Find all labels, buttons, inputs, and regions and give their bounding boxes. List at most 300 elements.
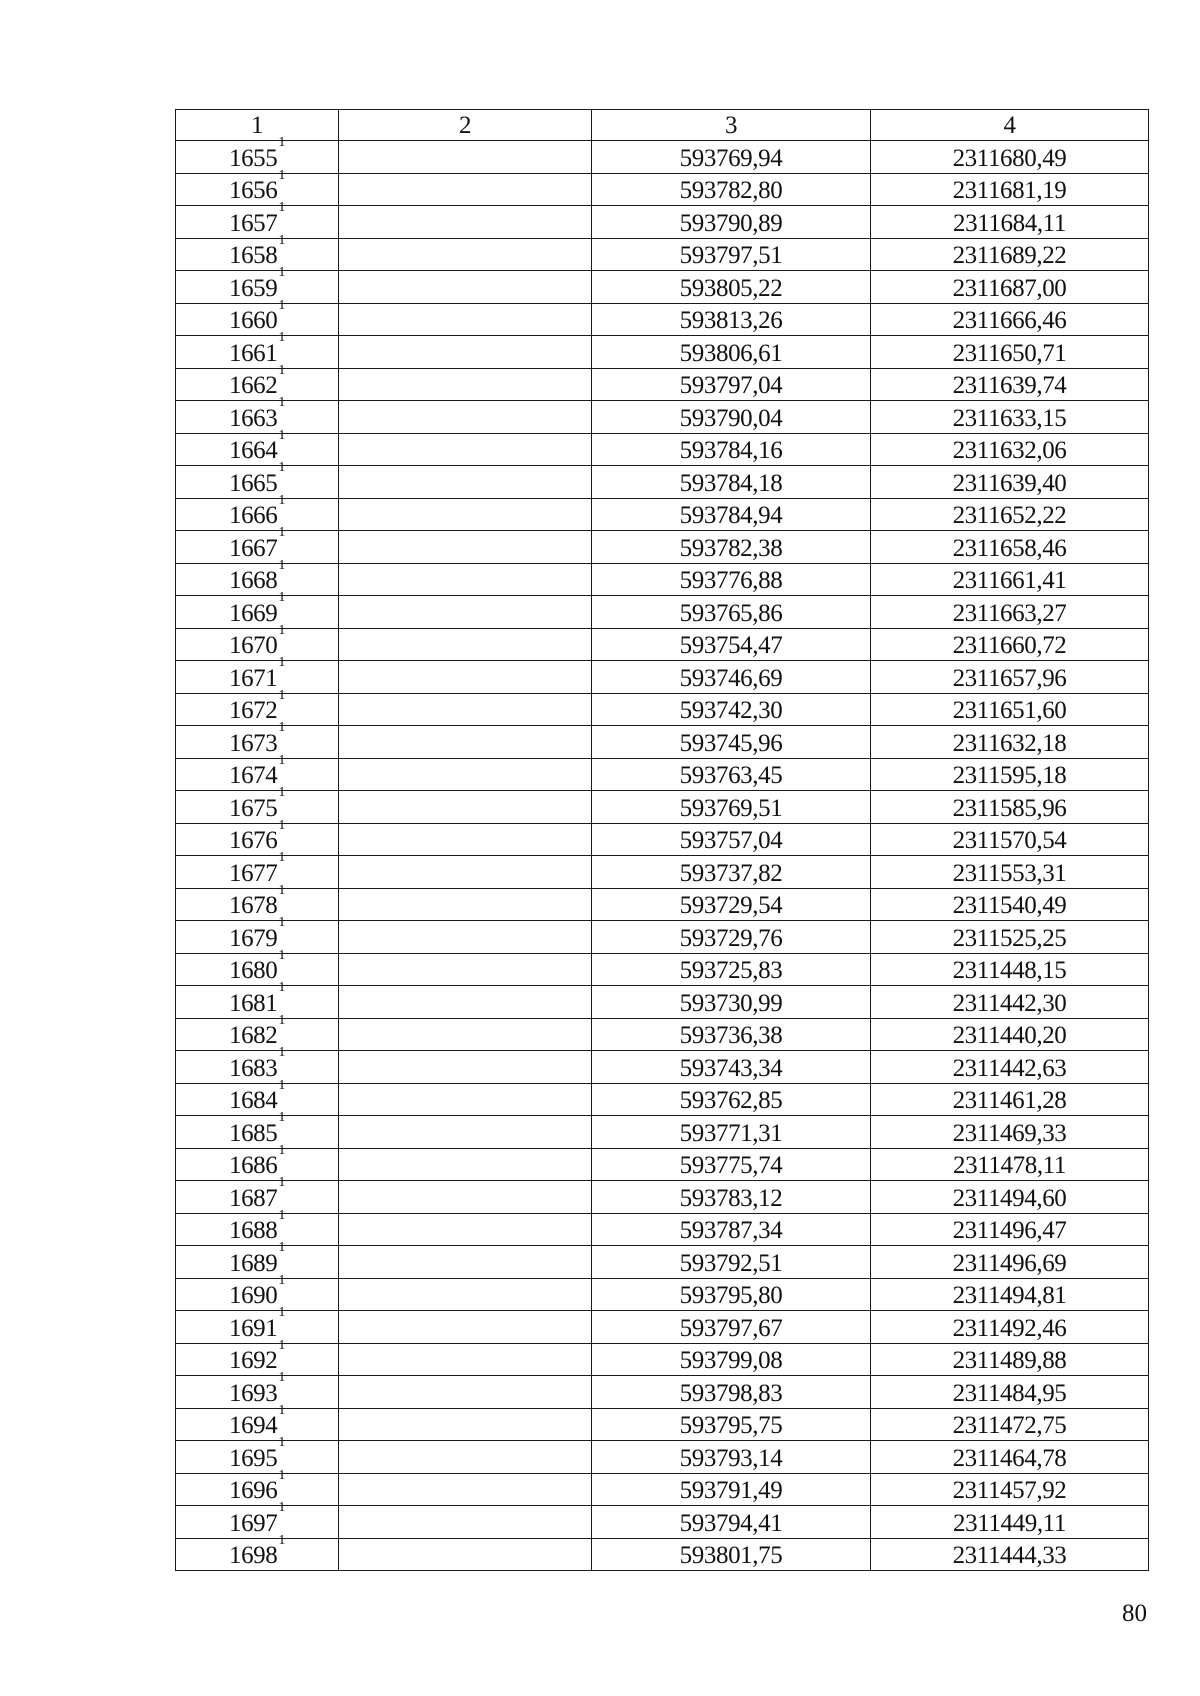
empty-cell (339, 693, 592, 726)
coordinate-y-cell: 2311639,40 (871, 466, 1149, 499)
table-row (176, 726, 1149, 759)
point-number-cell (176, 785, 339, 824)
coordinate-y-cell: 2311689,22 (871, 238, 1149, 271)
table-row (176, 1018, 1149, 1051)
coordinate-x-cell: 593725,83 (592, 953, 871, 986)
coordinate-x-cell: 593743,34 (592, 1051, 871, 1084)
coordinate-y-cell: 2311657,96 (871, 661, 1149, 694)
point-superscript: 1 (278, 362, 285, 378)
point-superscript: 1 (278, 1467, 285, 1483)
point-superscript: 1 (278, 1402, 285, 1418)
point-number: 1683 (228, 1054, 278, 1082)
table-row (176, 758, 1149, 791)
coordinate-x-cell: 593782,80 (592, 173, 871, 206)
table-row (176, 173, 1149, 206)
column-header-4: 4 (871, 110, 1149, 141)
point-number: 1692 (228, 1347, 278, 1374)
point-number: 1655 (228, 144, 278, 172)
coordinate-y-cell: 2311658,46 (871, 531, 1149, 564)
point-number: 1698 (228, 1542, 278, 1569)
empty-cell (339, 921, 592, 954)
point-number: 1656 (228, 177, 278, 204)
empty-cell (339, 141, 592, 174)
column-header-2: 2 (339, 110, 592, 141)
coordinate-x-cell: 593742,30 (592, 693, 871, 726)
point-superscript: 1 (278, 980, 285, 996)
point-number: 1667 (228, 534, 278, 562)
point-superscript: 1 (278, 590, 285, 606)
point-number: 1684 (228, 1087, 278, 1114)
table-row (176, 141, 1149, 174)
coordinate-y-cell: 2311663,27 (871, 596, 1149, 629)
empty-cell (339, 271, 592, 304)
point-number: 1676 (228, 827, 278, 854)
coordinate-y-cell: 2311570,54 (871, 823, 1149, 856)
coordinate-x-cell: 593801,75 (592, 1538, 871, 1571)
point-superscript: 1 (278, 947, 285, 963)
table-row (176, 1246, 1149, 1279)
point-number: 1681 (228, 989, 278, 1017)
empty-cell (339, 498, 592, 531)
empty-cell (339, 661, 592, 694)
coordinate-x-cell: 593771,31 (592, 1116, 871, 1149)
coordinate-x-cell: 593765,86 (592, 596, 871, 629)
point-superscript: 1 (278, 1077, 285, 1093)
table-row (176, 368, 1149, 401)
page-number: 80 (1122, 1600, 1147, 1627)
table-row (176, 271, 1149, 304)
empty-cell (339, 401, 592, 434)
coordinate-y-cell: 2311684,11 (871, 206, 1149, 239)
point-superscript: 1 (278, 232, 285, 248)
empty-cell (339, 1051, 592, 1084)
empty-cell (339, 206, 592, 239)
point-superscript: 1 (278, 1272, 285, 1288)
coordinate-y-cell: 2311494,60 (871, 1181, 1149, 1214)
table-header (176, 110, 1149, 141)
empty-cell (339, 1213, 592, 1246)
point-number-cell (176, 752, 339, 791)
empty-cell (339, 1343, 592, 1376)
empty-cell (339, 1278, 592, 1311)
point-superscript: 1 (278, 1370, 285, 1386)
point-number-cell (176, 525, 339, 564)
table-row (176, 693, 1149, 726)
point-number-cell (176, 947, 339, 986)
table-row (176, 791, 1149, 824)
point-number: 1665 (228, 469, 278, 497)
point-number-cell (176, 1012, 339, 1051)
point-superscript: 1 (278, 492, 285, 508)
coordinate-x-cell: 593769,94 (592, 141, 871, 174)
point-superscript: 1 (278, 1435, 285, 1451)
point-number: 1694 (228, 1412, 278, 1439)
point-superscript: 1 (278, 297, 285, 313)
point-number: 1666 (228, 502, 278, 529)
table-row (176, 1278, 1149, 1311)
point-superscript: 1 (278, 1110, 285, 1126)
coordinate-x-cell: 593790,89 (592, 206, 871, 239)
coordinate-x-cell: 593762,85 (592, 1083, 871, 1116)
point-number: 1657 (228, 209, 278, 237)
coordinate-y-cell: 2311496,47 (871, 1213, 1149, 1246)
empty-cell (339, 466, 592, 499)
point-number-cell (176, 232, 339, 271)
empty-cell (339, 1148, 592, 1181)
table-row (176, 921, 1149, 954)
point-number-cell (176, 1240, 339, 1279)
coordinate-y-cell: 2311496,69 (871, 1246, 1149, 1279)
point-number-cell (176, 1500, 339, 1539)
coordinate-y-cell: 2311469,33 (871, 1116, 1149, 1149)
empty-cell (339, 1246, 592, 1279)
point-number: 1673 (228, 729, 278, 757)
empty-cell (339, 1083, 592, 1116)
point-superscript: 1 (278, 525, 285, 541)
coordinate-y-cell: 2311595,18 (871, 758, 1149, 791)
coordinate-y-cell: 2311442,63 (871, 1051, 1149, 1084)
coordinate-x-cell: 593769,51 (592, 791, 871, 824)
table-row (176, 433, 1149, 466)
coordinate-y-cell: 2311457,92 (871, 1473, 1149, 1506)
empty-cell (339, 596, 592, 629)
coordinate-x-cell: 593784,16 (592, 433, 871, 466)
point-number-cell (176, 200, 339, 239)
point-superscript: 1 (278, 395, 285, 411)
point-superscript: 1 (278, 655, 285, 671)
point-number-cell (176, 1402, 339, 1441)
point-number-cell (176, 362, 339, 401)
empty-cell (339, 368, 592, 401)
coordinate-x-cell: 593754,47 (592, 628, 871, 661)
point-number: 1663 (228, 404, 278, 432)
table-row (176, 1083, 1149, 1116)
empty-cell (339, 888, 592, 921)
coordinate-x-cell: 593729,76 (592, 921, 871, 954)
empty-cell (339, 336, 592, 369)
coordinate-y-cell: 2311553,31 (871, 856, 1149, 889)
coordinate-x-cell: 593792,51 (592, 1246, 871, 1279)
table-row (176, 823, 1149, 856)
empty-cell (339, 986, 592, 1019)
table-row (176, 531, 1149, 564)
coordinate-x-cell: 593793,14 (592, 1441, 871, 1474)
empty-cell (339, 531, 592, 564)
point-superscript: 1 (278, 1305, 285, 1321)
point-number-cell (176, 297, 339, 336)
table-row (176, 1116, 1149, 1149)
point-number: 1696 (228, 1477, 278, 1504)
coordinate-x-cell: 593797,04 (592, 368, 871, 401)
point-number: 1668 (228, 567, 278, 594)
table-row (176, 1181, 1149, 1214)
empty-cell (339, 1441, 592, 1474)
point-number-cell (176, 622, 339, 661)
coordinate-x-cell: 593737,82 (592, 856, 871, 889)
coordinate-x-cell: 593787,34 (592, 1213, 871, 1246)
point-number: 1679 (228, 924, 278, 952)
point-number-cell (176, 915, 339, 954)
coordinate-x-cell: 593799,08 (592, 1343, 871, 1376)
point-number: 1688 (228, 1217, 278, 1244)
coordinate-x-cell: 593776,88 (592, 563, 871, 596)
table-row (176, 1408, 1149, 1441)
point-superscript: 1 (278, 720, 285, 736)
point-number-cell (176, 1077, 339, 1116)
point-superscript: 1 (278, 1142, 285, 1158)
coordinate-y-cell: 2311639,74 (871, 368, 1149, 401)
point-number-cell (176, 687, 339, 726)
point-number-cell (176, 427, 339, 466)
point-superscript: 1 (278, 687, 285, 703)
point-superscript: 1 (278, 1045, 285, 1061)
point-number: 1690 (228, 1282, 278, 1309)
coordinate-x-cell: 593798,83 (592, 1376, 871, 1409)
header-row (176, 110, 1149, 141)
point-number: 1670 (228, 632, 278, 659)
empty-cell (339, 1116, 592, 1149)
coordinate-y-cell: 2311681,19 (871, 173, 1149, 206)
point-number: 1674 (228, 762, 278, 789)
point-number-cell (176, 1532, 339, 1571)
coordinate-y-cell: 2311633,15 (871, 401, 1149, 434)
point-number-cell (176, 557, 339, 596)
empty-cell (339, 238, 592, 271)
coordinate-y-cell: 2311632,06 (871, 433, 1149, 466)
empty-cell (339, 791, 592, 824)
coordinate-y-cell: 2311492,46 (871, 1311, 1149, 1344)
point-number: 1691 (228, 1314, 278, 1342)
point-number-cell (176, 492, 339, 531)
table-body (176, 135, 1149, 1571)
point-number-cell (176, 655, 339, 694)
table-row (176, 1538, 1149, 1571)
table-row (176, 498, 1149, 531)
point-number-cell (176, 167, 339, 206)
table-row (176, 1311, 1149, 1344)
table-row (176, 303, 1149, 336)
coordinate-x-cell: 593763,45 (592, 758, 871, 791)
coordinate-y-cell: 2311652,22 (871, 498, 1149, 531)
coordinate-y-cell: 2311442,30 (871, 986, 1149, 1019)
point-number-cell (176, 1142, 339, 1181)
point-number-cell (176, 330, 339, 369)
point-superscript: 1 (278, 1175, 285, 1191)
point-number-cell (176, 395, 339, 434)
table-row (176, 856, 1149, 889)
coordinate-x-cell: 593790,04 (592, 401, 871, 434)
coordinate-x-cell: 593782,38 (592, 531, 871, 564)
coordinate-y-cell: 2311687,00 (871, 271, 1149, 304)
point-superscript: 1 (278, 915, 285, 931)
table-row (176, 1213, 1149, 1246)
coordinate-y-cell: 2311461,28 (871, 1083, 1149, 1116)
empty-cell (339, 173, 592, 206)
point-superscript: 1 (278, 1500, 285, 1516)
table-row (176, 1148, 1149, 1181)
empty-cell (339, 726, 592, 759)
empty-cell (339, 628, 592, 661)
table-row (176, 888, 1149, 921)
point-superscript: 1 (278, 1207, 285, 1223)
column-header-3: 3 (592, 110, 871, 141)
coordinate-x-cell: 593730,99 (592, 986, 871, 1019)
point-number: 1697 (228, 1509, 278, 1537)
point-number-cell (176, 882, 339, 921)
point-superscript: 1 (278, 1337, 285, 1353)
coordinate-y-cell: 2311525,25 (871, 921, 1149, 954)
point-superscript: 1 (278, 330, 285, 346)
table-row (176, 661, 1149, 694)
point-number: 1693 (228, 1379, 278, 1407)
point-number: 1677 (228, 859, 278, 887)
empty-cell (339, 1018, 592, 1051)
coordinate-x-cell: 593729,54 (592, 888, 871, 921)
empty-cell (339, 1506, 592, 1539)
empty-cell (339, 433, 592, 466)
point-superscript: 1 (278, 167, 285, 183)
table-row (176, 238, 1149, 271)
table-row (176, 1376, 1149, 1409)
empty-cell (339, 1376, 592, 1409)
coordinate-y-cell: 2311660,72 (871, 628, 1149, 661)
point-number-cell (176, 1175, 339, 1214)
coordinate-y-cell: 2311632,18 (871, 726, 1149, 759)
coordinate-x-cell: 593795,80 (592, 1278, 871, 1311)
coordinate-x-cell: 593784,18 (592, 466, 871, 499)
coordinate-y-cell: 2311494,81 (871, 1278, 1149, 1311)
table-row (176, 628, 1149, 661)
point-number: 1662 (228, 372, 278, 399)
coordinate-y-cell: 2311661,41 (871, 563, 1149, 596)
point-number: 1689 (228, 1249, 278, 1277)
point-superscript: 1 (278, 1532, 285, 1548)
point-number: 1685 (228, 1119, 278, 1147)
coordinate-y-cell: 2311464,78 (871, 1441, 1149, 1474)
point-number-cell (176, 720, 339, 759)
point-superscript: 1 (278, 817, 285, 833)
point-superscript: 1 (278, 850, 285, 866)
table-row (176, 1051, 1149, 1084)
point-number: 1687 (228, 1184, 278, 1212)
table-row (176, 1343, 1149, 1376)
point-number: 1659 (228, 274, 278, 302)
point-number: 1695 (228, 1444, 278, 1472)
point-number: 1680 (228, 957, 278, 984)
point-number-cell (176, 1435, 339, 1474)
coordinate-x-cell: 593797,67 (592, 1311, 871, 1344)
coordinate-x-cell: 593775,74 (592, 1148, 871, 1181)
point-number-cell (176, 1207, 339, 1246)
point-number: 1686 (228, 1152, 278, 1179)
empty-cell (339, 563, 592, 596)
point-number: 1660 (228, 307, 278, 334)
point-number-cell (176, 1370, 339, 1409)
point-number: 1664 (228, 437, 278, 464)
coordinate-y-cell: 2311585,96 (871, 791, 1149, 824)
point-number: 1678 (228, 892, 278, 919)
table-row (176, 953, 1149, 986)
coordinate-x-cell: 593806,61 (592, 336, 871, 369)
empty-cell (339, 1408, 592, 1441)
coordinate-y-cell: 2311489,88 (871, 1343, 1149, 1376)
coordinate-x-cell: 593794,41 (592, 1506, 871, 1539)
point-number-cell (176, 1305, 339, 1344)
point-number-cell (176, 817, 339, 856)
coordinate-y-cell: 2311478,11 (871, 1148, 1149, 1181)
table-row (176, 1473, 1149, 1506)
point-superscript: 1 (278, 427, 285, 443)
table-row (176, 206, 1149, 239)
point-superscript: 1 (278, 1240, 285, 1256)
point-number-cell (176, 980, 339, 1019)
point-superscript: 1 (278, 557, 285, 573)
table-row (176, 986, 1149, 1019)
empty-cell (339, 856, 592, 889)
empty-cell (339, 1538, 592, 1571)
point-superscript: 1 (278, 752, 285, 768)
coordinate-x-cell: 593784,94 (592, 498, 871, 531)
table-row (176, 1506, 1149, 1539)
point-number: 1658 (228, 242, 278, 269)
coordinate-y-cell: 2311680,49 (871, 141, 1149, 174)
point-superscript: 1 (278, 785, 285, 801)
coordinate-y-cell: 2311449,11 (871, 1506, 1149, 1539)
point-superscript: 1 (278, 265, 285, 281)
coordinate-y-cell: 2311650,71 (871, 336, 1149, 369)
coordinate-x-cell: 593745,96 (592, 726, 871, 759)
coordinate-y-cell: 2311540,49 (871, 888, 1149, 921)
point-number-cell (176, 1337, 339, 1376)
point-superscript: 1 (278, 135, 285, 151)
point-number-cell (176, 460, 339, 499)
empty-cell (339, 823, 592, 856)
table-row (176, 563, 1149, 596)
point-superscript: 1 (278, 622, 285, 638)
empty-cell (339, 1473, 592, 1506)
empty-cell (339, 758, 592, 791)
coordinate-y-cell: 2311440,20 (871, 1018, 1149, 1051)
coordinate-x-cell: 593783,12 (592, 1181, 871, 1214)
coordinate-y-cell: 2311484,95 (871, 1376, 1149, 1409)
point-number: 1672 (228, 697, 278, 724)
empty-cell (339, 953, 592, 986)
point-number-cell (176, 135, 339, 174)
point-number: 1675 (228, 794, 278, 822)
point-number-cell (176, 1467, 339, 1506)
coordinate-y-cell: 2311472,75 (871, 1408, 1149, 1441)
point-number-cell (176, 1272, 339, 1311)
point-number: 1661 (228, 339, 278, 367)
point-number: 1669 (228, 599, 278, 627)
coordinate-x-cell: 593797,51 (592, 238, 871, 271)
coordinate-x-cell: 593791,49 (592, 1473, 871, 1506)
empty-cell (339, 1311, 592, 1344)
point-number-cell (176, 265, 339, 304)
point-superscript: 1 (278, 200, 285, 216)
point-number-cell (176, 850, 339, 889)
table-row (176, 596, 1149, 629)
point-superscript: 1 (278, 460, 285, 476)
coordinate-y-cell: 2311448,15 (871, 953, 1149, 986)
point-superscript: 1 (278, 1012, 285, 1028)
coordinate-x-cell: 593736,38 (592, 1018, 871, 1051)
coordinate-x-cell: 593813,26 (592, 303, 871, 336)
coordinate-y-cell: 2311651,60 (871, 693, 1149, 726)
coordinate-x-cell: 593795,75 (592, 1408, 871, 1441)
coordinate-x-cell: 593805,22 (592, 271, 871, 304)
coordinate-y-cell: 2311444,33 (871, 1538, 1149, 1571)
